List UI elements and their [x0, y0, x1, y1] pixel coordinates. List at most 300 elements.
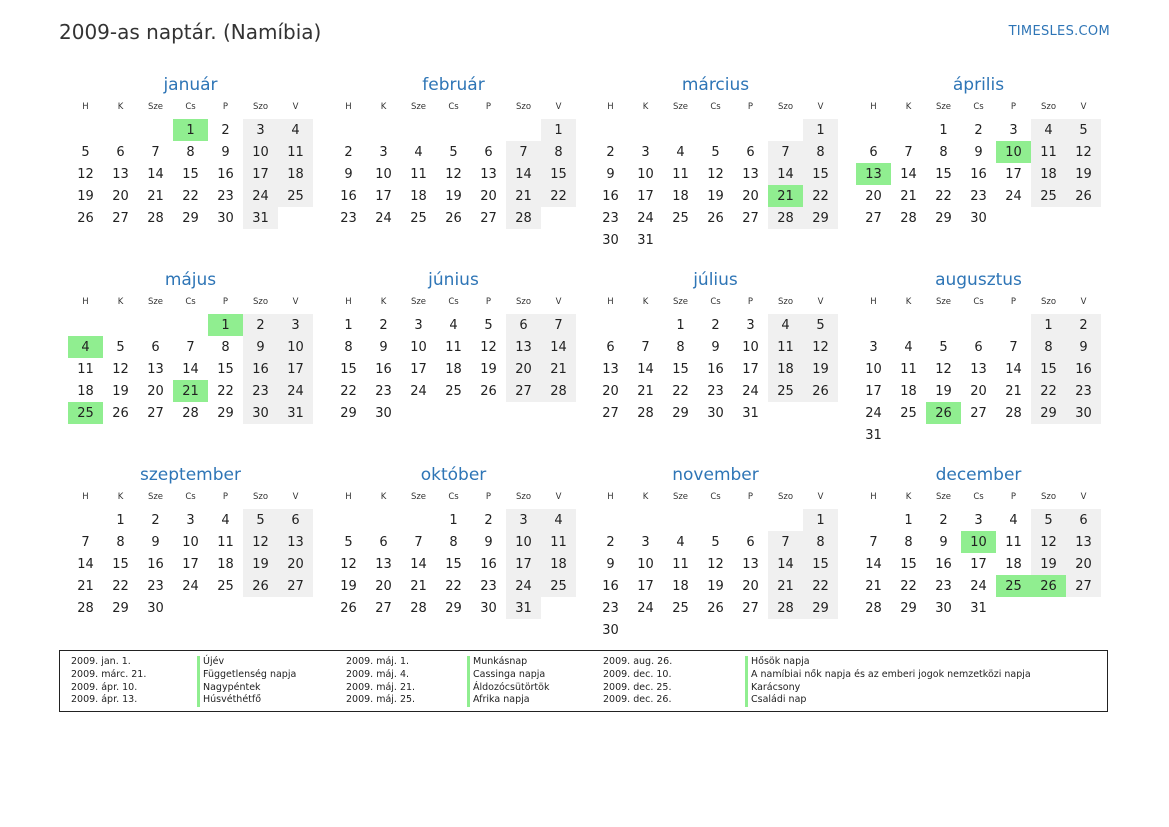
empty-cell	[68, 118, 103, 142]
empty-cell	[628, 619, 663, 641]
day-cell: 27	[1066, 575, 1101, 597]
weekday-header: V	[1066, 488, 1101, 508]
day-cell: 6	[116, 144, 125, 160]
weekday-header: Cs	[961, 98, 996, 118]
day-cell: 8	[344, 339, 353, 355]
day-cell: 13	[506, 336, 541, 358]
day-cell: 8	[904, 534, 913, 550]
day-cell: 22	[541, 185, 576, 207]
day-cell: 31	[637, 232, 654, 248]
day-cell: 29	[672, 405, 689, 421]
day-cell: 9	[221, 144, 230, 160]
holiday-row	[603, 669, 1031, 682]
day-cell: 11	[1031, 141, 1066, 163]
day-cell: 24	[637, 600, 654, 616]
day-cell: 1	[173, 118, 208, 142]
day-cell: 18	[217, 556, 234, 572]
day-cell: 1	[208, 313, 243, 337]
empty-cell	[1031, 424, 1066, 446]
day-cell: 29	[217, 405, 234, 421]
day-cell: 8	[939, 144, 948, 160]
weekday-header: V	[1066, 293, 1101, 313]
day-cell: 17	[1005, 166, 1022, 182]
day-cell: 21	[900, 188, 917, 204]
day-cell: 19	[112, 383, 129, 399]
month-május	[68, 267, 313, 424]
day-cell: 19	[340, 578, 357, 594]
month-name: július	[693, 270, 738, 290]
weekday-header: H	[593, 488, 628, 508]
weekday-header: H	[593, 293, 628, 313]
day-cell: 22	[1031, 380, 1066, 402]
empty-cell	[891, 313, 926, 337]
empty-cell	[698, 619, 733, 641]
day-cell: 17	[182, 556, 199, 572]
day-cell: 24	[742, 383, 759, 399]
month-name: szeptember	[140, 465, 241, 485]
holiday-name: Karácsony	[745, 682, 800, 695]
day-cell: 16	[375, 361, 392, 377]
empty-cell	[278, 597, 313, 619]
empty-cell	[768, 402, 803, 424]
day-cell: 24	[637, 210, 654, 226]
day-cell: 15	[541, 163, 576, 185]
holiday-row	[71, 669, 296, 682]
weekday-header: Cs	[173, 488, 208, 508]
weekday-header: K	[103, 98, 138, 118]
day-cell: 29	[900, 600, 917, 616]
empty-cell	[1066, 207, 1101, 229]
day-cell: 22	[803, 575, 838, 597]
weekday-header: V	[803, 293, 838, 313]
day-cell: 4	[278, 118, 313, 142]
empty-cell	[593, 508, 628, 532]
day-cell: 3	[733, 313, 768, 337]
weekday-header: Szo	[768, 488, 803, 508]
day-cell: 8	[541, 141, 576, 163]
month-name: február	[422, 75, 485, 95]
day-cell: 2	[471, 508, 506, 532]
weekday-header: H	[856, 488, 891, 508]
month-name: november	[672, 465, 759, 485]
day-cell: 6	[606, 339, 615, 355]
day-cell: 7	[768, 141, 803, 163]
weekday-header: H	[68, 488, 103, 508]
day-cell: 21	[1005, 383, 1022, 399]
day-cell: 6	[746, 534, 755, 550]
day-cell: 29	[935, 210, 952, 226]
month-name: június	[428, 270, 479, 290]
empty-cell	[1066, 597, 1101, 619]
day-cell: 10	[637, 166, 654, 182]
day-cell: 20	[147, 383, 164, 399]
holiday-name: Nagypéntek	[197, 682, 261, 695]
day-cell: 25	[900, 405, 917, 421]
day-cell: 16	[602, 578, 619, 594]
empty-cell	[173, 313, 208, 337]
site-link[interactable]: TIMESLES.COM	[1008, 24, 1110, 39]
holiday-date: 2009. dec. 10.	[603, 668, 672, 680]
day-cell: 2	[243, 313, 278, 337]
weekday-header: Sze	[401, 98, 436, 118]
day-cell: 7	[904, 144, 913, 160]
empty-cell	[541, 402, 576, 424]
empty-cell	[506, 118, 541, 142]
day-cell: 1	[103, 508, 138, 532]
day-cell: 29	[803, 597, 838, 619]
empty-cell	[541, 207, 576, 229]
day-cell: 10	[506, 531, 541, 553]
holiday-legend	[59, 650, 1108, 712]
day-cell: 7	[768, 531, 803, 553]
day-cell: 12	[480, 339, 497, 355]
holiday-row	[346, 656, 549, 669]
month-június	[331, 267, 576, 424]
weekday-header: K	[366, 293, 401, 313]
weekday-header: K	[891, 98, 926, 118]
month-table	[331, 488, 576, 619]
empty-cell	[138, 313, 173, 337]
weekday-header: Cs	[698, 293, 733, 313]
day-cell: 20	[865, 188, 882, 204]
holiday-date: 2009. dec. 26.	[603, 694, 672, 706]
day-cell: 7	[541, 313, 576, 337]
day-cell: 19	[1031, 553, 1066, 575]
weekday-header: H	[331, 293, 366, 313]
holiday-name: Hősök napja	[745, 656, 810, 669]
empty-cell	[926, 424, 961, 446]
day-cell: 25	[68, 402, 103, 424]
month-name: március	[681, 75, 750, 95]
day-cell: 17	[865, 383, 882, 399]
day-cell: 18	[1005, 556, 1022, 572]
day-cell: 25	[768, 380, 803, 402]
day-cell: 11	[672, 556, 689, 572]
weekday-header: Sze	[401, 488, 436, 508]
day-cell: 15	[803, 163, 838, 185]
month-szeptember	[68, 462, 313, 619]
day-cell: 4	[996, 508, 1031, 532]
day-cell: 24	[506, 575, 541, 597]
day-cell: 26	[243, 575, 278, 597]
day-cell: 17	[637, 188, 654, 204]
day-cell: 23	[602, 210, 619, 226]
day-cell: 19	[445, 188, 462, 204]
day-cell: 26	[803, 380, 838, 402]
weekday-header: H	[68, 293, 103, 313]
day-cell: 13	[970, 361, 987, 377]
day-cell: 14	[506, 163, 541, 185]
day-cell: 10	[243, 141, 278, 163]
weekday-header: Sze	[926, 293, 961, 313]
day-cell: 7	[186, 339, 195, 355]
day-cell: 18	[900, 383, 917, 399]
day-cell: 13	[1066, 531, 1101, 553]
day-cell: 9	[974, 144, 983, 160]
day-cell: 14	[768, 553, 803, 575]
weekday-header: H	[593, 98, 628, 118]
day-cell: 28	[637, 405, 654, 421]
day-cell: 22	[182, 188, 199, 204]
day-cell: 13	[375, 556, 392, 572]
weekday-header: Szo	[1031, 488, 1066, 508]
day-cell: 9	[344, 166, 353, 182]
day-cell: 16	[970, 166, 987, 182]
weekday-header: K	[628, 98, 663, 118]
weekday-header: Cs	[436, 488, 471, 508]
day-cell: 17	[970, 556, 987, 572]
day-cell: 28	[541, 380, 576, 402]
day-cell: 16	[340, 188, 357, 204]
day-cell: 24	[182, 578, 199, 594]
month-október	[331, 462, 576, 619]
day-cell: 30	[935, 600, 952, 616]
empty-cell	[996, 207, 1031, 229]
day-cell: 2	[698, 313, 733, 337]
weekday-header: P	[733, 488, 768, 508]
weekday-header: P	[996, 293, 1031, 313]
day-cell: 20	[480, 188, 497, 204]
day-cell: 26	[926, 402, 961, 424]
day-cell: 21	[768, 575, 803, 597]
weekday-header: Sze	[663, 488, 698, 508]
month-table	[68, 293, 313, 424]
day-cell: 16	[243, 358, 278, 380]
weekday-header: Sze	[663, 293, 698, 313]
day-cell: 29	[1031, 402, 1066, 424]
day-cell: 6	[974, 339, 983, 355]
holiday-column	[71, 656, 296, 707]
empty-cell	[768, 229, 803, 251]
day-cell: 23	[340, 210, 357, 226]
empty-cell	[331, 118, 366, 142]
day-cell: 28	[1005, 405, 1022, 421]
day-cell: 7	[641, 339, 650, 355]
day-cell: 16	[602, 188, 619, 204]
holiday-column	[603, 656, 1031, 707]
day-cell: 1	[803, 118, 838, 142]
day-cell: 4	[768, 313, 803, 337]
empty-cell	[733, 508, 768, 532]
day-cell: 1	[541, 118, 576, 142]
day-cell: 5	[711, 144, 720, 160]
empty-cell	[628, 313, 663, 337]
day-cell: 30	[1066, 402, 1101, 424]
day-cell: 24	[970, 578, 987, 594]
day-cell: 20	[112, 188, 129, 204]
day-cell: 28	[147, 210, 164, 226]
day-cell: 8	[676, 339, 685, 355]
day-cell: 3	[243, 118, 278, 142]
day-cell: 4	[676, 144, 685, 160]
day-cell: 5	[449, 144, 458, 160]
weekday-header: P	[471, 293, 506, 313]
day-cell: 23	[243, 380, 278, 402]
day-cell: 11	[217, 534, 234, 550]
empty-cell	[103, 313, 138, 337]
day-cell: 2	[961, 118, 996, 142]
day-cell: 11	[410, 166, 427, 182]
day-cell: 19	[77, 188, 94, 204]
weekday-header: Szo	[1031, 293, 1066, 313]
day-cell: 7	[414, 534, 423, 550]
day-cell: 10	[278, 336, 313, 358]
holiday-column	[346, 656, 549, 707]
holiday-row	[603, 694, 1031, 707]
day-cell: 16	[935, 556, 952, 572]
day-cell: 15	[182, 166, 199, 182]
empty-cell	[698, 508, 733, 532]
weekday-header: Cs	[961, 293, 996, 313]
day-cell: 4	[208, 508, 243, 532]
empty-cell	[243, 597, 278, 619]
day-cell: 3	[401, 313, 436, 337]
day-cell: 30	[147, 600, 164, 616]
day-cell: 10	[742, 339, 759, 355]
day-cell: 5	[711, 534, 720, 550]
day-cell: 23	[217, 188, 234, 204]
day-cell: 8	[186, 144, 195, 160]
day-cell: 9	[606, 556, 615, 572]
day-cell: 8	[1031, 336, 1066, 358]
day-cell: 23	[602, 600, 619, 616]
day-cell: 2	[606, 534, 615, 550]
month-augusztus	[856, 267, 1101, 446]
day-cell: 4	[1031, 118, 1066, 142]
day-cell: 15	[935, 166, 952, 182]
day-cell: 1	[436, 508, 471, 532]
day-cell: 12	[707, 166, 724, 182]
day-cell: 2	[926, 508, 961, 532]
day-cell: 3	[869, 339, 878, 355]
weekday-header: K	[366, 98, 401, 118]
day-cell: 13	[278, 531, 313, 553]
month-március	[593, 72, 838, 251]
day-cell: 14	[410, 556, 427, 572]
day-cell: 12	[340, 556, 357, 572]
day-cell: 21	[77, 578, 94, 594]
day-cell: 18	[541, 553, 576, 575]
empty-cell	[471, 118, 506, 142]
day-cell: 3	[379, 144, 388, 160]
empty-cell	[961, 313, 996, 337]
day-cell: 14	[637, 361, 654, 377]
empty-cell	[856, 313, 891, 337]
holiday-date: 2009. dec. 25.	[603, 681, 672, 693]
day-cell: 15	[900, 556, 917, 572]
day-cell: 17	[375, 188, 392, 204]
weekday-header: H	[856, 98, 891, 118]
day-cell: 22	[112, 578, 129, 594]
day-cell: 20	[602, 383, 619, 399]
day-cell: 11	[278, 141, 313, 163]
day-cell: 15	[803, 553, 838, 575]
day-cell: 13	[112, 166, 129, 182]
day-cell: 17	[742, 361, 759, 377]
empty-cell	[208, 597, 243, 619]
day-cell: 9	[379, 339, 388, 355]
day-cell: 11	[1005, 534, 1022, 550]
day-cell: 2	[208, 118, 243, 142]
weekday-header: Szo	[768, 293, 803, 313]
empty-cell	[856, 508, 891, 532]
day-cell: 14	[768, 163, 803, 185]
day-cell: 6	[869, 144, 878, 160]
day-cell: 19	[707, 578, 724, 594]
day-cell: 28	[900, 210, 917, 226]
day-cell: 23	[1066, 380, 1101, 402]
day-cell: 5	[471, 313, 506, 337]
weekday-header: Sze	[138, 293, 173, 313]
empty-cell	[733, 229, 768, 251]
day-cell: 8	[803, 531, 838, 553]
day-cell: 29	[445, 600, 462, 616]
month-name: április	[952, 75, 1005, 95]
day-cell: 6	[1066, 508, 1101, 532]
weekday-header: P	[208, 293, 243, 313]
holiday-row	[346, 694, 549, 707]
day-cell: 21	[147, 188, 164, 204]
empty-cell	[401, 508, 436, 532]
holiday-date: 2009. máj. 4.	[346, 668, 410, 680]
day-cell: 31	[243, 207, 278, 229]
day-cell: 7	[869, 534, 878, 550]
day-cell: 1	[331, 313, 366, 337]
day-cell: 26	[707, 600, 724, 616]
day-cell: 28	[410, 600, 427, 616]
day-cell: 13	[742, 556, 759, 572]
month-name: január	[163, 75, 218, 95]
day-cell: 19	[707, 188, 724, 204]
day-cell: 15	[1031, 358, 1066, 380]
holiday-date: 2009. máj. 25.	[346, 694, 416, 706]
empty-cell	[366, 118, 401, 142]
month-name: május	[164, 270, 217, 290]
day-cell: 18	[1031, 163, 1066, 185]
holiday-date: 2009. máj. 21.	[346, 681, 416, 693]
day-cell: 16	[480, 556, 497, 572]
day-cell: 25	[445, 383, 462, 399]
empty-cell	[1031, 597, 1066, 619]
weekday-header: Szo	[243, 293, 278, 313]
weekday-header: Cs	[698, 98, 733, 118]
day-cell: 29	[182, 210, 199, 226]
day-cell: 26	[445, 210, 462, 226]
weekday-header: V	[541, 488, 576, 508]
empty-cell	[436, 402, 471, 424]
day-cell: 30	[217, 210, 234, 226]
day-cell: 23	[935, 578, 952, 594]
empty-cell	[996, 424, 1031, 446]
day-cell: 28	[865, 600, 882, 616]
day-cell: 3	[996, 118, 1031, 142]
day-cell: 6	[379, 534, 388, 550]
day-cell: 6	[484, 144, 493, 160]
day-cell: 9	[711, 339, 720, 355]
day-cell: 3	[173, 508, 208, 532]
day-cell: 6	[746, 144, 755, 160]
empty-cell	[366, 508, 401, 532]
empty-cell	[803, 619, 838, 641]
day-cell: 12	[1066, 141, 1101, 163]
day-cell: 9	[939, 534, 948, 550]
holiday-date: 2009. ápr. 13.	[71, 694, 138, 706]
weekday-header: K	[366, 488, 401, 508]
day-cell: 10	[375, 166, 392, 182]
day-cell: 14	[541, 336, 576, 358]
empty-cell	[803, 402, 838, 424]
day-cell: 30	[375, 405, 392, 421]
